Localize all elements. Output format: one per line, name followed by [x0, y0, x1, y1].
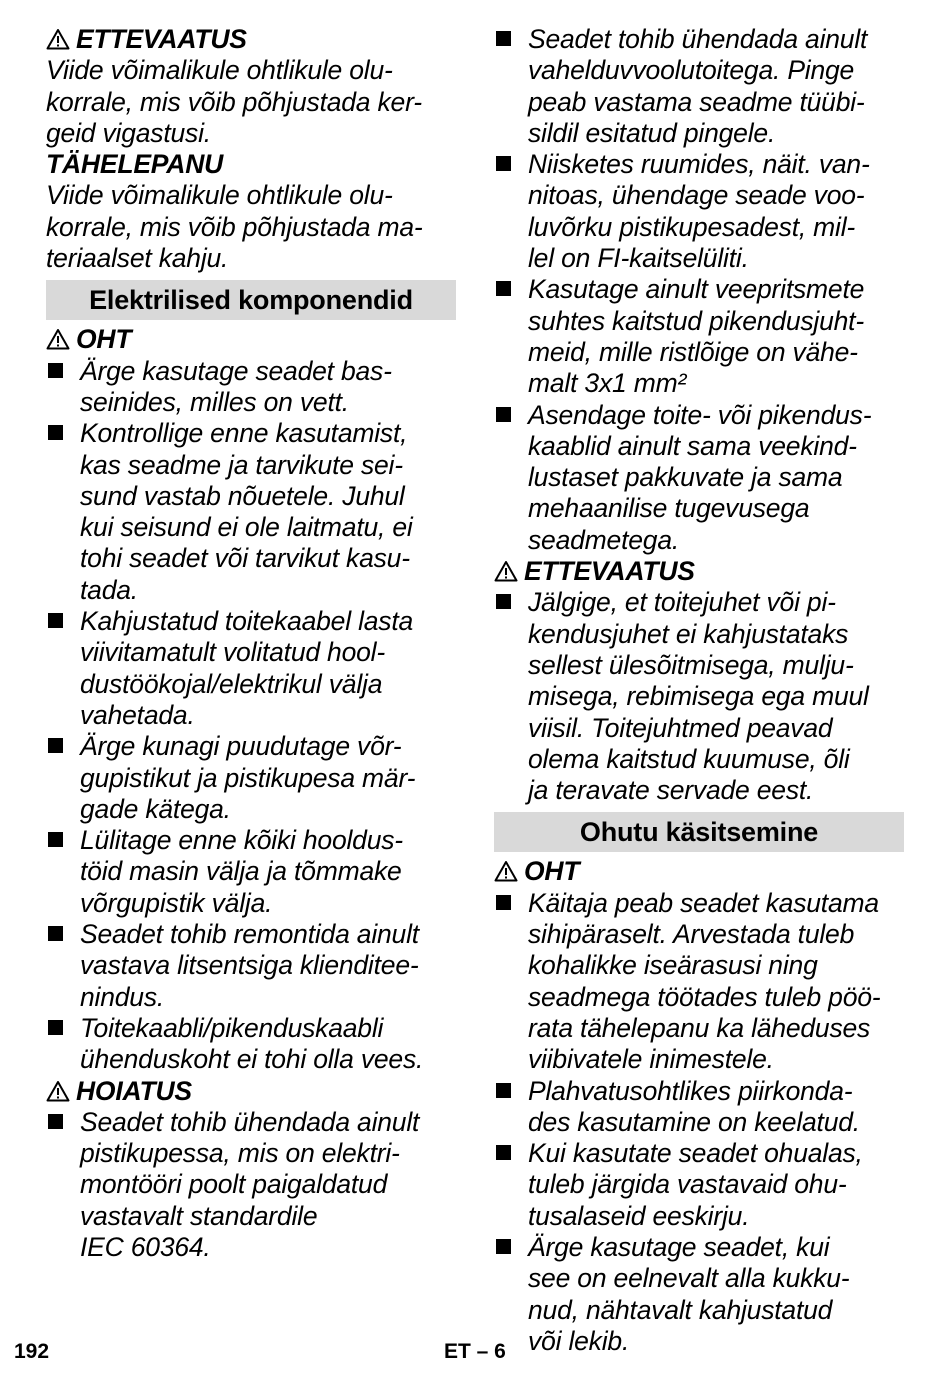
caution-text: Viide võimalikule ohtlikule olu- korrale, mis võib põhjustada ker- geid vigastusi. [46, 55, 422, 148]
danger-list-handling [494, 888, 904, 1357]
warning-triangle-icon [46, 28, 70, 50]
caution-heading [46, 24, 456, 55]
list-item: Asendage toite- või pikendus- kaablid ainult sama veekind- lustaset pakkuvate ja sama mehaanilise tugevusega seadmetega. [494, 400, 904, 556]
square-bullet-icon [496, 895, 511, 910]
square-bullet-icon [496, 594, 511, 609]
warning-title: HOIATUS [76, 1075, 192, 1106]
warning-list-right [494, 24, 904, 556]
caution-list-right [494, 587, 904, 806]
list-item: Seadet tohib remontida ainult vastava litsentsiga klienditee- nindus. [46, 919, 456, 1013]
list-item: Kahjustatud toitekaabel lasta viivitamatult volitatud hool- dustöökojal/elektrikul välja vahetada. [46, 606, 456, 731]
square-bullet-icon [48, 1114, 63, 1129]
section-code: ET – 6 [444, 1340, 506, 1363]
danger-heading [46, 324, 456, 355]
warning-triangle-icon [494, 860, 518, 882]
warning-triangle-icon [46, 1080, 70, 1102]
list-item: Plahvatusohtlikes piirkonda- des kasutamine on keelatud. [494, 1076, 904, 1139]
square-bullet-icon [496, 1239, 511, 1254]
warning-triangle-icon [494, 560, 518, 582]
warning-heading [46, 1076, 456, 1107]
list-item: Käitaja peab seadet kasutama sihipäraselt. Arvestada tuleb kohalikke iseärasusi ning seadmega töötades tuleb pöö- rata tähelepanu ka läheduses viibivatele inimestele. [494, 888, 904, 1076]
caution-heading [494, 556, 904, 587]
caution-title: ETTEVAATUS [76, 24, 247, 54]
page-number: 192 [14, 1340, 50, 1363]
square-bullet-icon [496, 281, 511, 296]
left-column [46, 24, 456, 1263]
square-bullet-icon [48, 738, 63, 753]
danger-list-electrical [46, 356, 456, 1076]
square-bullet-icon [48, 1020, 63, 1035]
section-title-safe-handling: Ohutu käsitsemine [494, 812, 904, 852]
danger-title: OHT [76, 324, 132, 355]
caution-title: ETTEVAATUS [524, 556, 695, 587]
danger-heading [494, 856, 904, 887]
list-item: Niisketes ruumides, näit. van- nitoas, ühendage seade voo- luvõrku pistikupesadest, mil- lel on FI-kaitselüliti. [494, 149, 904, 274]
square-bullet-icon [496, 156, 511, 171]
list-item: Kasutage ainult veepritsmete suhtes kaitstud pikendusjuht- meid, mille ristlõige on vähe- malt 3x1 mm² [494, 274, 904, 399]
list-item: Seadet tohib ühendada ainult vahelduvvoolutoitega. Pinge peab vastama seadme tüübi- sildil esitatud pingele. [494, 24, 904, 149]
list-item: Toitekaabli/pikenduskaabli ühenduskoht ei tohi olla vees. [46, 1013, 456, 1076]
square-bullet-icon [496, 1145, 511, 1160]
warning-triangle-icon [46, 328, 70, 350]
square-bullet-icon [496, 407, 511, 422]
list-item: Kui kasutate seadet ohualas, tuleb järgida vastavaid ohu- tusalaseid eeskirju. [494, 1138, 904, 1232]
square-bullet-icon [48, 613, 63, 628]
list-item: Lülitage enne kõiki hooldus- töid masin välja ja tõmmake võrgupistik välja. [46, 825, 456, 919]
list-item: Ärge kunagi puudutage võr- gupistikut ja pistikupesa mär- gade kätega. [46, 731, 456, 825]
list-item: Kontrollige enne kasutamist, kas seadme ja tarvikute sei- sund vastab nõuetele. Juhul kui seisund ei ole laitmatu, ei tohi seadet või tarvikut kasu- tada. [46, 418, 456, 606]
list-item: Jälgige, et toitejuhet või pi- kendusjuhet ei kahjustataks sellest ülesõitmisega, mulju- misega, rebimisega ega muul viisil. Toitejuhtmed peavad olema kaitstud kuumuse, õli ja teravate servade eest. [494, 587, 904, 806]
square-bullet-icon [496, 31, 511, 46]
notice-text: Viide võimalikule ohtlikule olu- korrale, mis võib põhjustada ma- teriaalset kahju. [46, 180, 423, 274]
danger-title: OHT [524, 856, 580, 887]
notice-heading: TÄHELEPANU [46, 149, 224, 180]
list-item: Ärge kasutage seadet bas- seinides, milles on vett. [46, 356, 456, 419]
list-item: Ärge kasutage seadet, kui see on eelnevalt alla kukku- nud, nähtavalt kahjustatud või lekib. [494, 1232, 904, 1357]
section-title-electrical: Elektrilised komponendid [46, 280, 456, 320]
square-bullet-icon [48, 363, 63, 378]
warning-list-left [46, 1107, 456, 1263]
square-bullet-icon [48, 926, 63, 941]
list-item: Seadet tohib ühendada ainult pistikupessa, mis on elektri- montööri poolt paigaldatud vastavalt standardile IEC 60364. [46, 1107, 456, 1263]
square-bullet-icon [496, 1083, 511, 1098]
right-column [494, 24, 904, 1357]
square-bullet-icon [48, 832, 63, 847]
square-bullet-icon [48, 425, 63, 440]
